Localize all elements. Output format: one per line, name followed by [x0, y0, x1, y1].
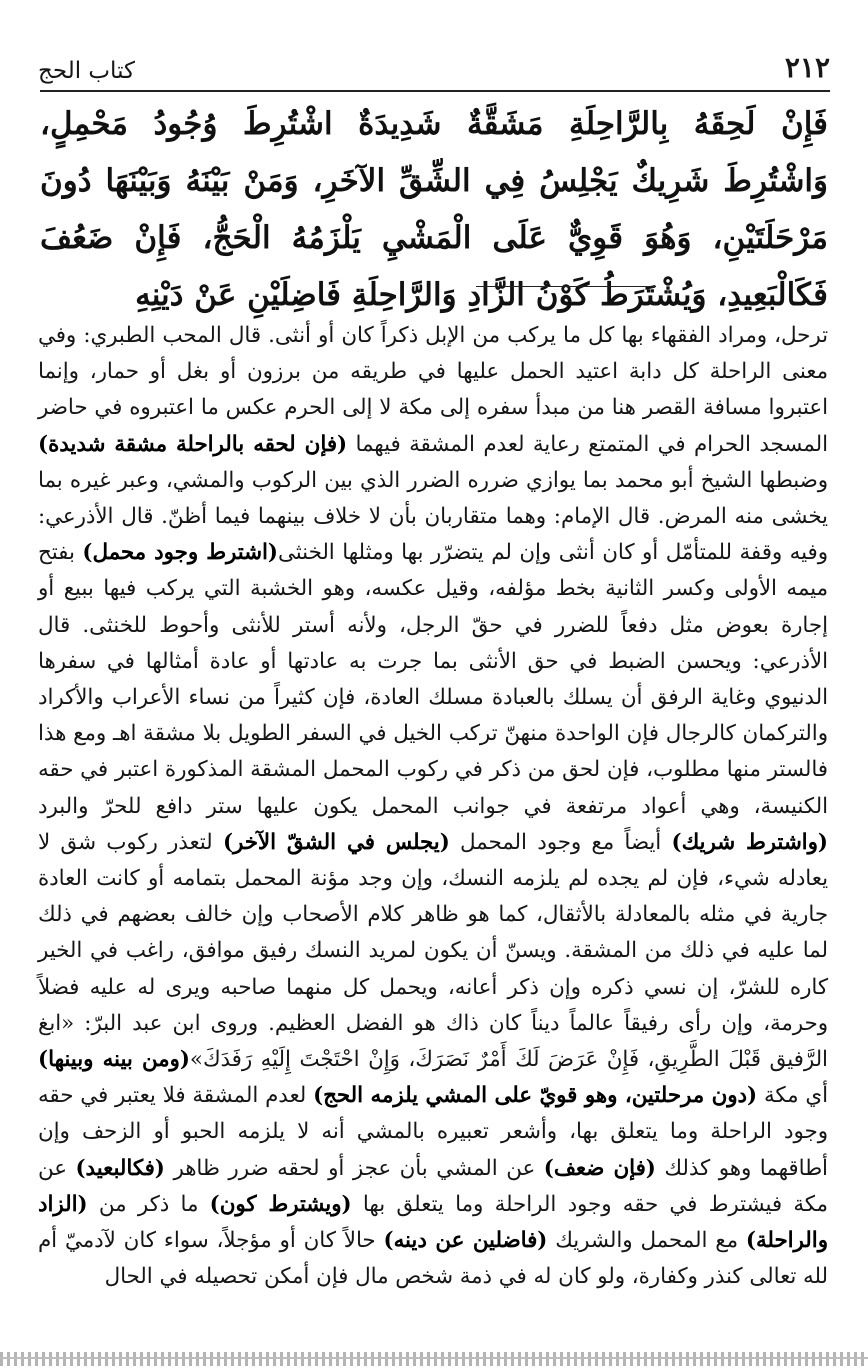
matn-quote: (اشترط وجود محمل) — [82, 540, 278, 566]
commentary-segment: حالاً كان أو مؤجلاً، سواء كان لآدميّ أم لله تعالى كنذر وكفارة، ولو كان له في ذمة شخص مال فإن أمكن تحصيله في الحال — [38, 1228, 828, 1290]
commentary-segment: وضبطها الشيخ أبو محمد بما يوازي ضرره الضرر الذي بين الركوب والمشي، وعبر غيره بما يخشى منه المرض. قال الإمام: وهما متقاربان بأن لا خلاف بينهما فيما أظنّ. قال الأذرعي: وفيه وقفة للمتأمّل أو كان أنثى وإن لم يتضرّر بها ومثلها الخنثى — [38, 467, 828, 566]
matn-quote: (ومن بينه وبينها) — [38, 1047, 190, 1073]
commentary-segment: بفتح ميمه الأولى وكسر الثانية بخط مؤلفه، وقيل عكسه، وهو الخشبة التي يركب فيها ببيع أو إجارة بعوض مثل دفعاً للضرر في حقّ الرجل، ولأنه أستر للأنثى وأحوط للخنثى. قال الأذرعي: ويحسن الضبط في حق الأنثى بما جرت به عادتها أو عادة أمثالها في سفرها الدنيوي وغاية الرفق أن يسلك بالعبادة مسلك العادة، فإن كثيراً من نساء الأعراب والأكراد والتركمان كالرجال فإن الواحدة منهنّ تركب الخيل في السفر الطويل بلا مشقة اهـ ومع هذا فالستر منها مطلوب، فإن لحق من ذكر في ركوب المحمل المشقة المذكورة اعتبر في حقه الكنيسة، وهي أعواد مرتفعة في جوانب المحمل يكون عليها ستر دافع للحرّ والبرد — [38, 540, 828, 819]
commentary-segment: أي مكة — [763, 1083, 828, 1109]
commentary-segment: ترحل، ومراد الفقهاء بها كل ما يركب من الإبل ذكراً كان أو أنثى. قال المحب الطبري: وفي معنى الراحلة كل دابة اعتيد الحمل عليها في طريقه من برزون أو بغل أو حمار، وإنما اعتبروا مسافة القصر هنا من مبدأ سفره إلى مكة لا إلى الحرم عكس ما اعتبروه في حاضر المسجد الحرام في المتمتع رعاية لعدم المشقة فيهما — [38, 323, 828, 457]
decorative-bottom-border — [0, 1352, 868, 1366]
commentary-segment: لعدم المشقة فلا يعتبر في حقه وجود الراحلة وما يتعلق بها، وأشعر تعبيره بالمشي أنه لا يلزمه الحبو أو الزحف وإن أطاقهما وهو كذلك — [38, 1083, 828, 1181]
header-rule — [40, 90, 830, 92]
commentary-segment: مع المحمل والشريك — [555, 1228, 739, 1254]
commentary-segment: أيضاً مع وجود المحمل — [460, 829, 662, 855]
matn-quote: (يجلس في الشقّ الآخر) — [222, 829, 450, 855]
commentary-segment: لتعذر ركوب شق لا يعادله شيء، فإن لم يجده لم يلزمه النسك، وإن وجد مؤنة المحمل بتمامه أو كانت العادة جارية في مثله بالمعادلة بالأثقال، كما هو ظاهر كلام الأصحاب وإن خالف بعضهم في ذلك لما عليه في ذلك من المشقة. ويسنّ أن يكون لمريد النسك رفيق موافق، راغب في الخير كاره للشرّ، إن نسي ذكره وإن ذكر أعانه، ويحمل كل منهما صاحبه ويرى له عليه فضلاً وحرمة، وإن رأى رفيقاً عالماً ديناً كان ذاك هو الفضل العظيم. وروى ابن عبد البرّ: «ابغ الرَّفيق قَبْلَ الطَّرِيقِ، فَإِنْ عَرَضَ لَكَ أَمْرٌ نَصَرَكَ، وَإِنْ احْتَجْتَ إِلَيْهِ رَفَدَكَ» — [38, 829, 828, 1073]
page-header — [38, 38, 830, 84]
footnote-separator — [476, 286, 656, 287]
matn-quote: (فإن لحقه بالراحلة مشقة شديدة) — [38, 431, 348, 457]
commentary-text — [38, 318, 828, 1295]
matn-quote: (فاضلين عن دينه) — [383, 1228, 548, 1254]
page-number: ٢١٢ — [784, 51, 830, 84]
commentary-segment: عن مكة فيشترط في حقه وجود الراحلة وما يتعلق بها — [38, 1155, 828, 1217]
matn-quote: (فكالبعيد) — [75, 1155, 165, 1181]
matn-quote: (ويشترط كون) — [209, 1191, 352, 1217]
matn-quote: (فإن ضعف) — [543, 1155, 656, 1181]
running-title: كتاب الحج — [38, 58, 135, 84]
matn-quote: (واشترط شريك) — [671, 829, 828, 855]
matn-quote: (الزاد والراحلة) — [38, 1191, 828, 1254]
commentary-segment: عن المشي بأن عجز أو لحقه ضرر ظاهر — [173, 1155, 536, 1181]
matn-quote: (دون مرحلتين، وهو قويّ على المشي يلزمه الحج) — [313, 1083, 758, 1109]
commentary-segment: ما ذكر من — [98, 1191, 199, 1217]
matn-text: فَإِنْ لَحِقَهُ بِالرَّاحِلَةِ مَشَقَّةٌ شَدِيدَةٌ اشْتُرِطَ وُجُودُ مَحْمِلٍ، وَاشْتُرِطَ شَرِيكٌ يَجْلِسُ فِي الشِّقِّ الآخَرِ، وَمَنْ بَيْنَهُ وَبَيْنَهَا دُونَ مَرْحَلَتَيْنِ، وَهُوَ قَوِيٌّ عَلَى الْمَشْيِ يَلْزَمُهُ الْحَجُّ، فَإِنْ ضَعُفَ فَكَالْبَعِيدِ، وَيُشْتَرَطُ كَوْنُ الزَّادِ وَالرَّاحِلَةِ فَاضِلَيْنِ عَنْ دَيْنِهِ — [40, 106, 828, 313]
